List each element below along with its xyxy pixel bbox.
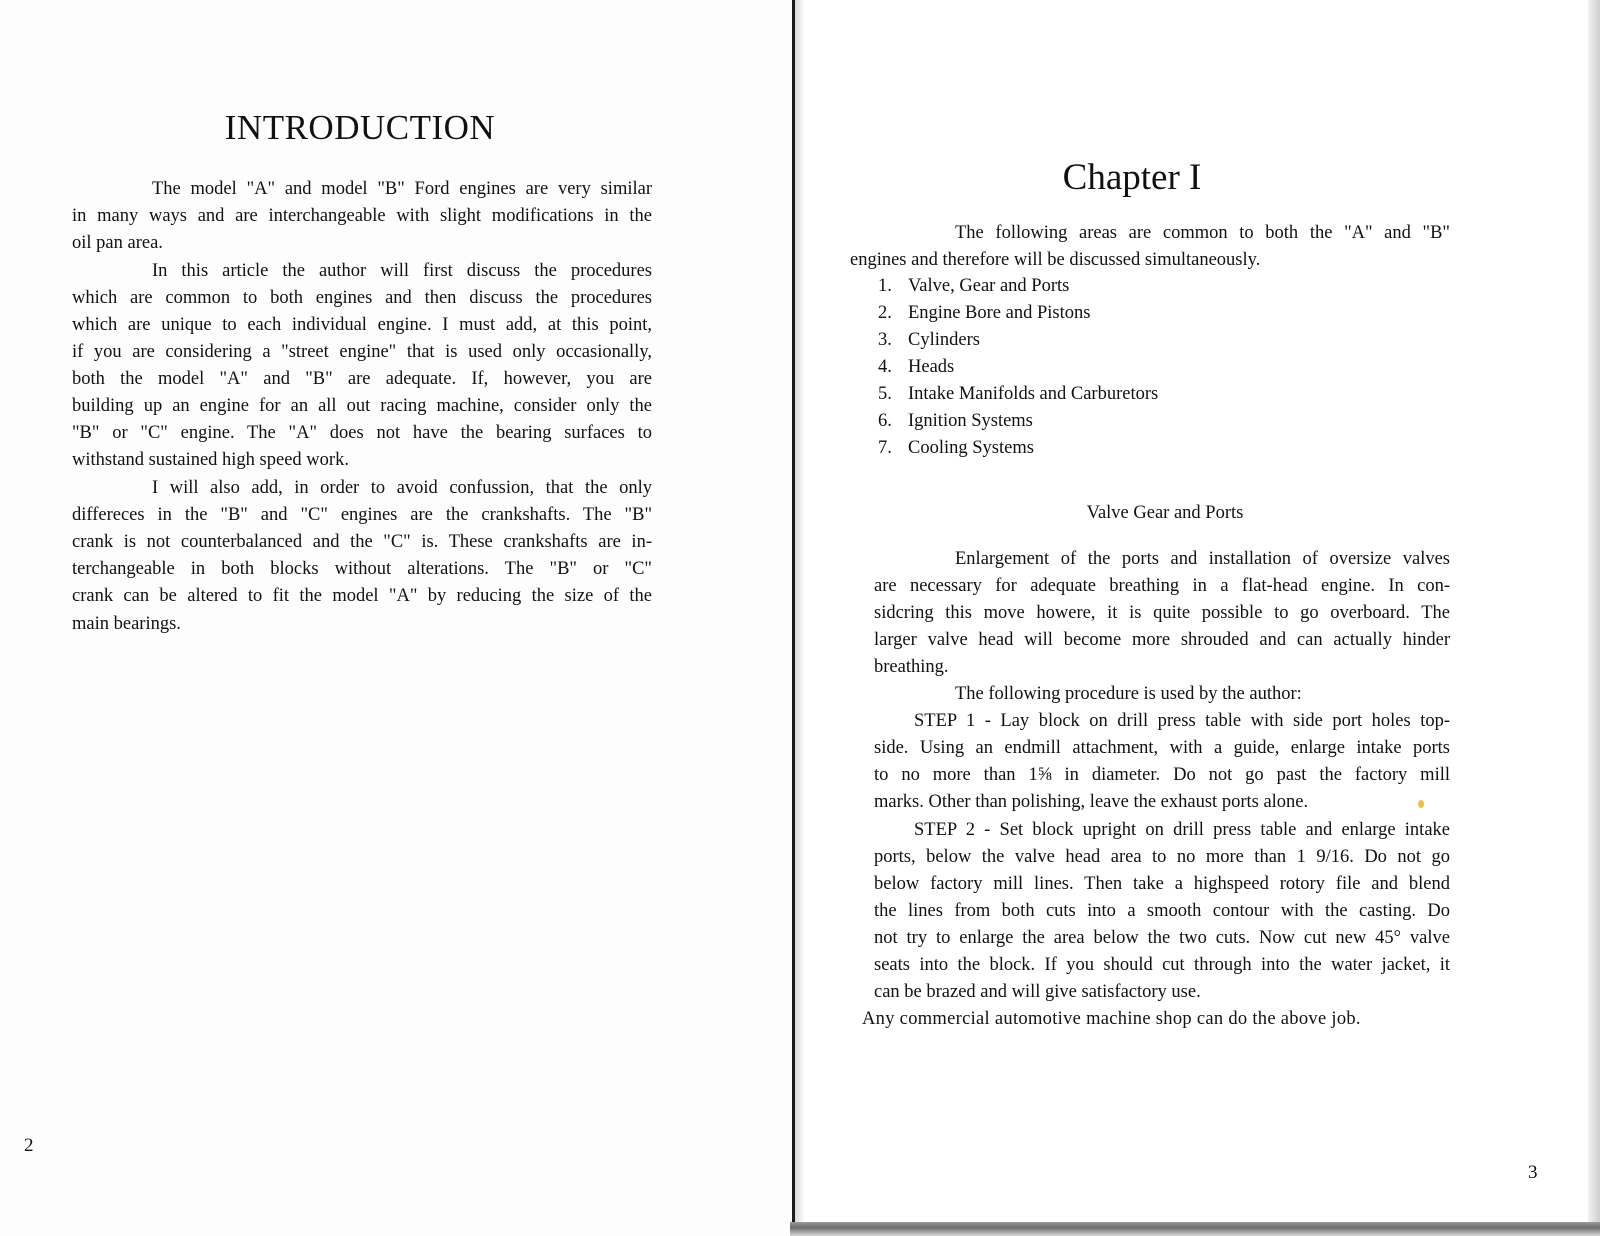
body-line: larger valve head will become more shrouded and can actually hinder	[874, 630, 1450, 650]
intro-line: I will also add, in order to avoid confussion, that the only	[152, 478, 652, 498]
body-line: are necessary for adequate breathing in a flat-head engine. In con-	[874, 576, 1450, 596]
body-line: breathing.	[874, 657, 949, 677]
intro-line: In this article the author will first discuss the procedures	[152, 261, 652, 281]
intro-line: differeces in the "B" and "C" engines are the crankshafts. The "B"	[72, 505, 652, 525]
body-line: not try to enlarge the area below the two cuts. Now cut new 45° valve	[874, 928, 1450, 948]
intro-line: "B" or "C" engine. The "A" does not have the bearing surfaces to	[72, 423, 652, 443]
topic-list-item	[878, 381, 1158, 408]
body-line: STEP 2 - Set block upright on drill press table and enlarge intake	[914, 820, 1450, 840]
intro-line: if you are considering a "street engine" that is used only occasionally,	[72, 342, 652, 362]
intro-line: oil pan area.	[72, 233, 163, 253]
list-number: 7.	[878, 438, 892, 458]
body-line: sidcring this move howere, it is quite possible to go overboard. The	[874, 603, 1450, 623]
topic-list-item	[878, 408, 1033, 435]
page-number-right: 3	[1528, 1162, 1538, 1183]
topic-list-item	[878, 300, 1090, 327]
chapter-intro-line: The following areas are common to both the "A" and "B"	[955, 223, 1450, 243]
topic-list-item	[878, 273, 1069, 300]
intro-line: both the model "A" and "B" are adequate. If, however, you are	[72, 369, 652, 389]
list-number: 4.	[878, 357, 892, 377]
chapter-intro-line: engines and therefore will be discussed simultaneously.	[850, 250, 1261, 270]
introduction-title: INTRODUCTION	[224, 108, 496, 147]
ink-speck	[1418, 800, 1424, 808]
list-label: Valve, Gear and Ports	[908, 276, 1070, 296]
chapter-title: Chapter I	[1062, 157, 1202, 198]
body-line: Enlargement of the ports and installation of oversize valves	[955, 549, 1450, 569]
intro-line: which are unique to each individual engine. I must add, at this point,	[72, 315, 652, 335]
list-number: 3.	[878, 330, 892, 350]
body-line: ports, below the valve head area to no more than 1 9/16. Do not go	[874, 847, 1450, 867]
intro-line: terchangeable in both blocks without alterations. The "B" or "C"	[72, 559, 652, 579]
body-line: to no more than 1⅝ in diameter. Do not go past the factory mill	[874, 765, 1450, 785]
page-number-left: 2	[24, 1135, 34, 1156]
intro-line: crank is not counterbalanced and the "C" is. These crankshafts are in-	[72, 532, 652, 552]
list-label: Intake Manifolds and Carburetors	[908, 384, 1159, 404]
body-line: STEP 1 - Lay block on drill press table with side port holes top-	[914, 711, 1450, 731]
body-line: marks. Other than polishing, leave the exhaust ports alone.	[874, 792, 1309, 812]
page-edge	[1588, 0, 1600, 1236]
section-heading: Valve Gear and Ports	[1086, 503, 1244, 523]
topic-list-item	[878, 327, 980, 354]
list-label: Ignition Systems	[908, 411, 1033, 431]
topic-list-item	[878, 435, 1034, 462]
body-line: the lines from both cuts into a smooth contour with the casting. Do	[874, 901, 1450, 921]
list-label: Heads	[908, 357, 955, 377]
body-line: below factory mill lines. Then take a highspeed rotory file and blend	[874, 874, 1450, 894]
body-line: seats into the block. If you should cut through into the water jacket, it	[874, 955, 1450, 975]
intro-line: The model "A" and model "B" Ford engines are very similar	[152, 179, 652, 199]
body-line: The following procedure is used by the author:	[955, 684, 1302, 704]
list-label: Cooling Systems	[908, 438, 1034, 458]
list-number: 5.	[878, 384, 892, 404]
list-number: 1.	[878, 276, 892, 296]
page-bottom-edge	[790, 1222, 1600, 1236]
body-line: side. Using an endmill attachment, with a guide, enlarge intake ports	[874, 738, 1450, 758]
intro-line: crank can be altered to fit the model "A" by reducing the size of the	[72, 586, 652, 606]
list-label: Cylinders	[908, 330, 980, 350]
body-line: Any commercial automotive machine shop can do the above job.	[862, 1009, 1361, 1029]
list-number: 6.	[878, 411, 892, 431]
list-number: 2.	[878, 303, 892, 323]
intro-line: withstand sustained high speed work.	[72, 450, 349, 470]
intro-line: main bearings.	[72, 614, 181, 634]
list-label: Engine Bore and Pistons	[908, 303, 1091, 323]
intro-line: building up an engine for an all out racing machine, consider only the	[72, 396, 652, 416]
topic-list-item	[878, 354, 954, 381]
intro-line: in many ways and are interchangeable with slight modifications in the	[72, 206, 652, 226]
body-line: can be brazed and will give satisfactory use.	[874, 982, 1201, 1002]
intro-line: which are common to both engines and then discuss the procedures	[72, 288, 652, 308]
